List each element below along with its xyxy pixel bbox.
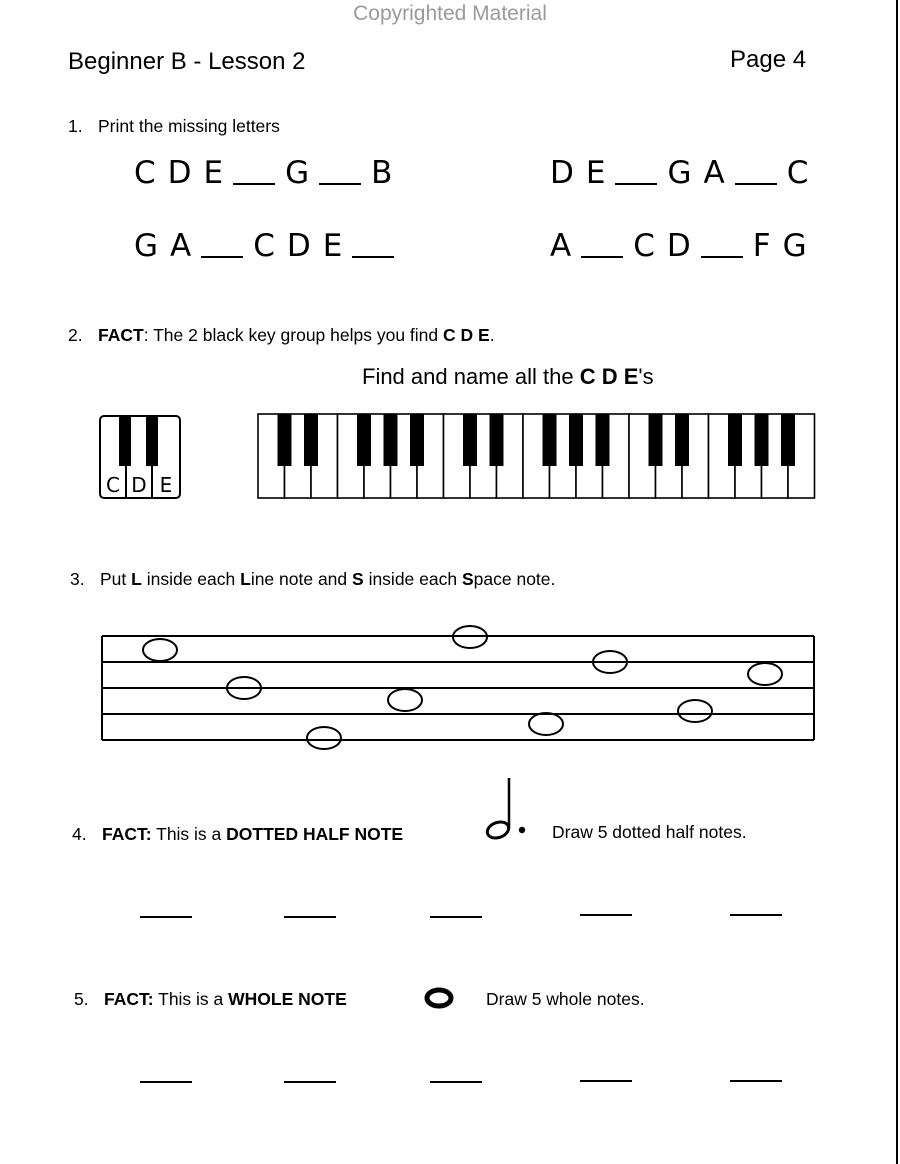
letter: C	[633, 228, 655, 264]
black-key[interactable]	[596, 414, 610, 466]
answer-blank[interactable]	[730, 914, 782, 916]
question-1	[68, 116, 280, 137]
letter: A	[170, 228, 192, 264]
letter-blank[interactable]	[735, 183, 777, 185]
answer-blank[interactable]	[430, 1081, 482, 1083]
fact-text: : The 2 black key group helps you find	[143, 325, 444, 345]
note-head	[307, 727, 341, 749]
fact-keys: C D E	[443, 325, 490, 345]
letter: D	[550, 155, 574, 191]
whole-note-icon	[424, 987, 456, 1009]
q3-text-9: pace note.	[473, 569, 556, 589]
letter: E	[585, 155, 606, 191]
question-text: Print the missing letters	[98, 116, 280, 136]
letter-sequence-3	[128, 228, 398, 264]
black-key[interactable]	[543, 414, 557, 466]
question-number: 5.	[74, 989, 89, 1009]
letter-blank[interactable]	[319, 183, 361, 185]
q3-text-8: S	[461, 569, 474, 589]
answer-blank[interactable]	[730, 1080, 782, 1082]
letter: D	[286, 228, 311, 264]
answer-blank[interactable]	[430, 916, 482, 918]
letter: C	[786, 155, 809, 191]
letter: C	[253, 228, 275, 264]
question-5	[74, 989, 347, 1010]
piano-keyboard	[254, 410, 820, 504]
black-key[interactable]	[278, 414, 292, 466]
letter: A	[550, 228, 572, 264]
letter: D	[167, 155, 192, 191]
question-number: 4.	[72, 824, 87, 844]
note-name: DOTTED HALF NOTE	[226, 824, 404, 844]
answer-blank[interactable]	[140, 916, 192, 918]
music-staff	[98, 620, 820, 755]
q3-text-1: Put	[100, 569, 132, 589]
letter-blank[interactable]	[201, 256, 243, 258]
fact-text: This is a	[156, 824, 227, 844]
q5-instruction: Draw 5 whole notes.	[486, 989, 645, 1009]
note-head	[529, 713, 563, 735]
letter: G	[285, 155, 310, 191]
note-head	[388, 689, 422, 711]
black-key[interactable]	[384, 414, 398, 466]
answer-blank[interactable]	[580, 914, 632, 916]
key-label-e: E	[159, 473, 173, 497]
q3-text-5: ine note and	[250, 569, 353, 589]
keyboard-instruction	[362, 364, 654, 390]
q3-text-7: inside each	[363, 569, 462, 589]
black-key[interactable]	[649, 414, 663, 466]
question-2	[68, 325, 495, 346]
fact-end: .	[489, 325, 495, 345]
black-key[interactable]	[463, 414, 477, 466]
q4-instruction: Draw 5 dotted half notes.	[552, 822, 747, 842]
letter-sequence-4	[544, 228, 813, 264]
fact-label: FACT:	[102, 824, 152, 844]
black-key	[119, 416, 131, 466]
letter-sequence-1	[128, 155, 398, 191]
page-number: Page 4	[730, 46, 807, 73]
answer-blank[interactable]	[284, 916, 336, 918]
answer-blank[interactable]	[284, 1081, 336, 1083]
black-key[interactable]	[755, 414, 769, 466]
key-label-d: D	[131, 473, 147, 497]
letter: E	[322, 228, 343, 264]
question-4	[72, 824, 403, 845]
question-number: 3.	[70, 569, 85, 589]
instruction-keys: C D E	[579, 364, 639, 389]
letter: D	[666, 228, 691, 264]
letter: C	[134, 155, 156, 191]
letter-blank[interactable]	[352, 256, 394, 258]
page-edge	[896, 0, 898, 1164]
letter: A	[703, 155, 725, 191]
letter-blank[interactable]	[615, 183, 657, 185]
black-key[interactable]	[410, 414, 424, 466]
question-number: 2.	[68, 325, 83, 345]
letter: G	[667, 155, 692, 191]
cde-example-keyboard	[96, 412, 186, 504]
q3-text-2: L	[131, 569, 142, 589]
question-number: 1.	[68, 116, 83, 136]
letter-blank[interactable]	[233, 183, 275, 185]
letter: E	[203, 155, 224, 191]
letter: F	[752, 228, 771, 264]
copyright-watermark: Copyrighted Material	[353, 2, 547, 25]
lesson-title: Beginner B - Lesson 2	[68, 48, 306, 75]
black-key[interactable]	[490, 414, 504, 466]
key-label-c: C	[106, 473, 120, 497]
black-key[interactable]	[304, 414, 318, 466]
q3-text-6: S	[352, 569, 364, 589]
question-3	[70, 569, 555, 590]
q3-text-3: inside each	[141, 569, 241, 589]
fact-label: FACT:	[104, 989, 154, 1009]
fact-label: FACT	[98, 325, 144, 345]
note-head	[748, 663, 782, 685]
note-name: WHOLE NOTE	[228, 989, 347, 1009]
answer-blank[interactable]	[140, 1081, 192, 1083]
black-key[interactable]	[781, 414, 795, 466]
letter: G	[782, 228, 807, 264]
instruction-suffix: 's	[638, 364, 654, 389]
black-key[interactable]	[569, 414, 583, 466]
black-key[interactable]	[675, 414, 689, 466]
black-key[interactable]	[728, 414, 742, 466]
letter-blank[interactable]	[701, 256, 743, 258]
letter-sequence-2	[544, 155, 814, 191]
fact-text: This is a	[158, 989, 229, 1009]
black-key	[146, 416, 158, 466]
note-head	[143, 639, 177, 661]
dotted-half-note-icon	[484, 774, 528, 844]
instruction-text: Find and name all the	[362, 364, 580, 389]
note-head	[678, 700, 712, 722]
q3-text-4: L	[240, 569, 251, 589]
letter: G	[134, 228, 159, 264]
answer-blank[interactable]	[580, 1080, 632, 1082]
black-key[interactable]	[357, 414, 371, 466]
letter-blank[interactable]	[581, 256, 623, 258]
letter: B	[371, 155, 393, 191]
